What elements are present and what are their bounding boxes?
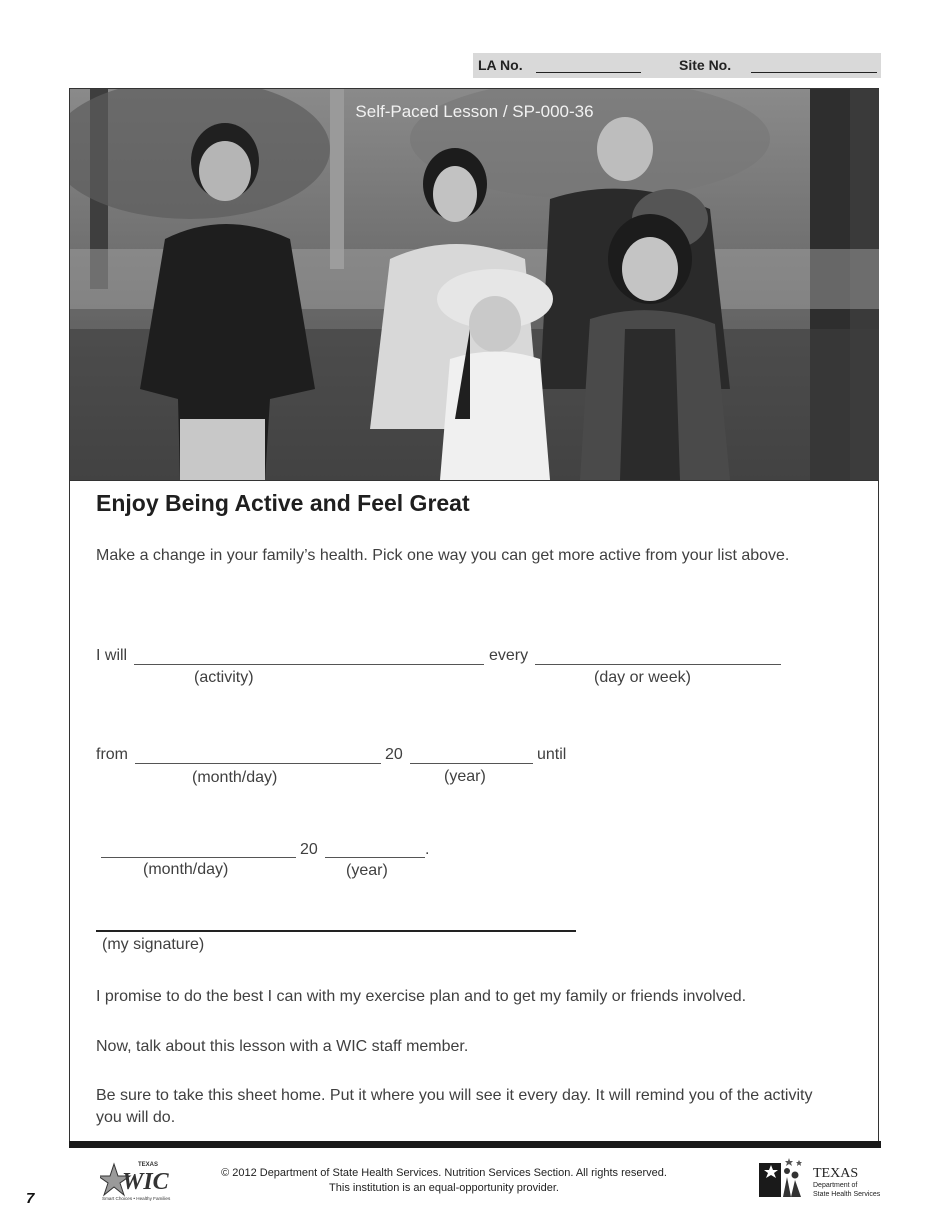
start-year-hint: (year) bbox=[444, 768, 486, 785]
family-photo-illustration bbox=[70, 89, 879, 480]
start-month-day-hint: (month/day) bbox=[192, 769, 278, 786]
intro-text: Make a change in your family’s health. Pick one way you can get more active from your list above. bbox=[96, 547, 790, 564]
page-number: 7 bbox=[26, 1190, 35, 1207]
day-or-week-field[interactable] bbox=[535, 664, 781, 665]
wic-star-icon bbox=[100, 1158, 174, 1202]
la-number-label: LA No. bbox=[478, 57, 523, 73]
dshs-family-icon bbox=[757, 1155, 883, 1201]
site-number-label: Site No. bbox=[679, 57, 732, 73]
activity-hint: (activity) bbox=[194, 669, 254, 686]
copyright-text: © 2012 Department of State Health Services. Nutrition Services Section. All rights reserved. bbox=[221, 1167, 667, 1179]
reminder-text-line2: you will do. bbox=[96, 1109, 176, 1126]
end-century-label: 20 bbox=[300, 841, 318, 858]
footer-notice bbox=[200, 1166, 688, 1196]
dshs-logo-state: TEXAS bbox=[813, 1166, 859, 1181]
wic-logo-tagline: Smart Choices • Healthy Families bbox=[102, 1196, 171, 1201]
wic-logo-name: WIC bbox=[122, 1169, 169, 1195]
end-year-field[interactable] bbox=[325, 857, 425, 858]
day-or-week-hint: (day or week) bbox=[594, 669, 691, 686]
page-title: Enjoy Being Active and Feel Great bbox=[96, 490, 470, 516]
wic-logo-state: TEXAS bbox=[138, 1162, 159, 1168]
every-label: every bbox=[489, 647, 529, 664]
signature-hint: (my signature) bbox=[102, 936, 205, 953]
start-century-label: 20 bbox=[385, 746, 403, 763]
lesson-code-caption: Self-Paced Lesson / SP-000-36 bbox=[355, 102, 594, 121]
start-month-day-field[interactable] bbox=[135, 763, 381, 764]
end-year-hint: (year) bbox=[346, 862, 388, 879]
signature-field[interactable] bbox=[96, 930, 576, 932]
until-label: until bbox=[537, 746, 567, 763]
start-year-field[interactable] bbox=[410, 763, 533, 764]
equal-opportunity-text: This institution is an equal-opportunity provider. bbox=[329, 1182, 559, 1194]
family-photo bbox=[70, 89, 879, 481]
la-site-bar bbox=[473, 53, 881, 78]
end-month-day-field[interactable] bbox=[101, 857, 296, 858]
site-number-field[interactable] bbox=[751, 72, 877, 73]
end-month-day-hint: (month/day) bbox=[143, 861, 229, 878]
i-will-label: I will bbox=[96, 647, 128, 664]
promise-text: I promise to do the best I can with my exercise plan and to get my family or friends involved. bbox=[96, 988, 747, 1005]
dshs-logo-line2: State Health Services bbox=[813, 1191, 881, 1198]
end-period: . bbox=[425, 841, 430, 858]
talk-text: Now, talk about this lesson with a WIC staff member. bbox=[96, 1038, 469, 1055]
from-label: from bbox=[96, 746, 128, 763]
frame-bottom-rule bbox=[69, 1141, 881, 1148]
texas-dshs-logo bbox=[757, 1155, 883, 1201]
reminder-text-line1: Be sure to take this sheet home. Put it where you will see it every day. It will remind you of the activity bbox=[96, 1087, 813, 1104]
activity-field[interactable] bbox=[134, 664, 484, 665]
texas-wic-logo bbox=[100, 1158, 174, 1202]
la-number-field[interactable] bbox=[536, 72, 641, 73]
dshs-logo-line1: Department of bbox=[813, 1182, 858, 1189]
